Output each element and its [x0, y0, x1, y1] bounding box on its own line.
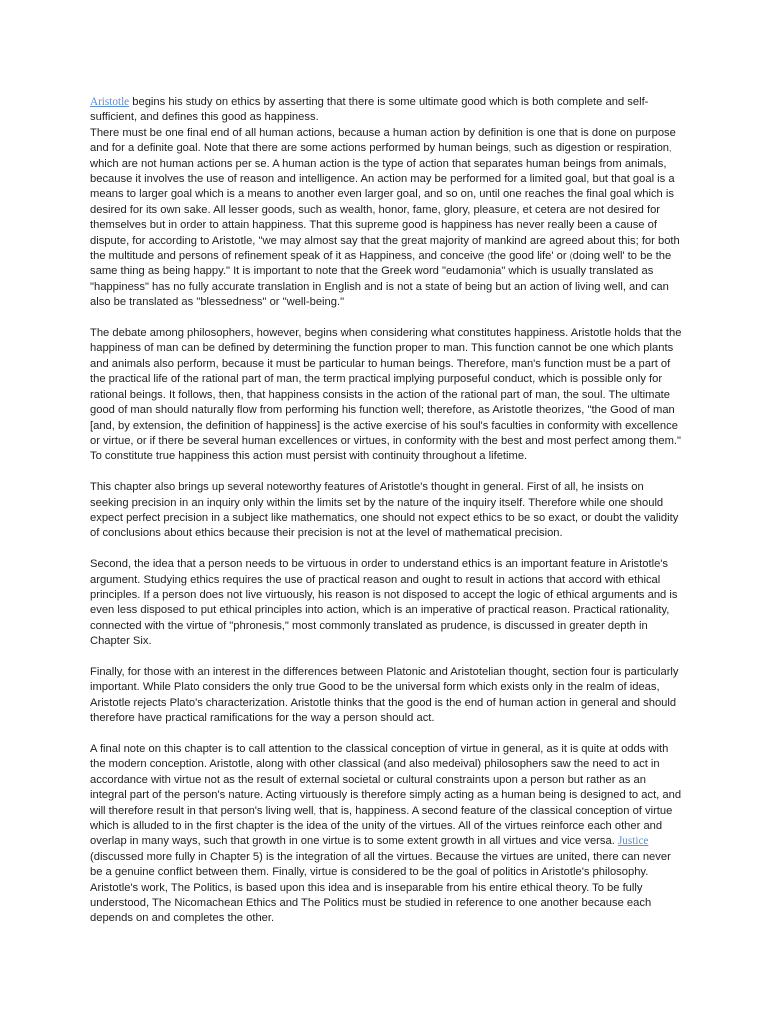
paragraph-plato-comparison: Finally, for those with an interest in the differences between Platonic and Aristotelian thought, section four is particularly important. While Plato considers the only true Good to be the universal form which exists only in the realm of ideas, Aristotle rejects Plato's characterization. Aristotle thinks that the good is the end of human action in general and should therefore have practical ramifications for the way a person should act.: [90, 665, 679, 725]
paragraph-precision: This chapter also brings up several noteworthy features of Aristotle's thought in general. First of all, he insists on seeking precision in an inquiry only within the limits set by the nature of the inquiry itself. Therefore while one should expect perfect precision in a subject like mathematics, one should not expect ethics to be so exact, or doubt the validity of conclusions about ethics because their precision is not at the level of mathematical precision.: [90, 481, 679, 540]
separator-mark: ,: [313, 805, 317, 816]
paragraph-intro: [90, 95, 684, 126]
final-note-text-2: that is, happiness. A second feature of the classical conception of virtue which is alluded to in the first chapter is the idea of the unity of the virtues. All of the virtues reinforce each other and overlap in many ways, such that growth in one virtue is to some extent growth in all virtues and vice versa.: [90, 804, 673, 848]
quote-glyph: (: [569, 251, 573, 262]
final-end-text-5: doing well' to be the same thing as being happy." It is important to note that the Greek word "eudamonia" which is usually translated as "happiness" has no fully accurate translation in English and is not a state of being but an action of living well, and can also be translated as "blessedness" or "well-being.": [90, 250, 672, 309]
final-end-text-3: which are not human actions per se. A human action is the type of action that separates human beings from animals, because it involves the use of reason and intelligence. An action may be performed for a limited goal, but that goal is a means to larger goal which is a means to another even larger goal, and so on, until one reaches the final goal which is desired for its own sake. All lesser goods, such as wealth, honor, fame, glory, pleasure, et cetera are not desired for themselves but in order to attain happiness. That this supreme good is happiness has never really been a cause of dispute, for according to Aristotle, "we may almost say that the great majority of mankind are agreed about this; for both the multitude and persons of refinement speak of it as Happiness, and conceive: [90, 157, 680, 263]
paragraph-debate: The debate among philosophers, however, begins when considering what constitutes happiness. Aristotle holds that the happiness of man can be defined by determining the function proper to man. This function cannot be one which plants and animals also perform, because it must be particular to human beings. Therefore, man's function must be a part of the practical life of the rational part of man, the term practical implying purposeful conduct, which is possible only for rational beings. It follows, then, that happiness consists in the action of the rational part of man, the soul. The ultimate good of man should naturally flow from performing his function well; therefore, as Aristotle theorizes, "the Good of man [and, by extension, the definition of happiness] is the active exercise of his soul's faculties in conformity with excellence or virtue, or if there be several human excellences or virtues, in conformity with the best and most perfect among them." To constitute true happiness this action must persist with continuity throughout a lifetime.: [90, 327, 682, 463]
justice-link[interactable]: Justice: [617, 835, 649, 848]
final-note-text-1: A final note on this chapter is to call attention to the classical conception of virtue in general, as it is quite at odds with the modern conception. Aristotle, along with other classical (and also medeival) philosophers saw the need to act in accordance with virtue not as the result of external societal or cultural constraints upon a person but rather as an integral part of the person's nature. Acting virtuously is therefore simply acting as a human being is designed to act, and will therefore result in that person's living well: [90, 742, 682, 817]
quote-glyph: (: [487, 251, 491, 262]
intro-text: begins his study on ethics by asserting that there is some ultimate good which is both complete and self-sufficient, and defines this good as happiness.: [90, 96, 649, 124]
paragraph-virtue-understanding: Second, the idea that a person needs to be virtuous in order to understand ethics is an important feature in Aristotle's argument. Studying ethics requires the use of practical reason and ought to result in actions that accord with ethical principles. If a person does not live virtuously, his reason is not disposed to accept the logic of ethical arguments and is even less disposed to put ethical principles into action, which is an imperative of practical reason. Practical rationality, connected with the virtue of "phronesis," most commonly translated as prudence, is discussed in greater depth in Chapter Six.: [90, 558, 678, 648]
separator-mark: ,: [508, 143, 512, 154]
final-end-text-4: the good life' or: [490, 250, 570, 263]
final-note-text-3: (discussed more fully in Chapter 5) is the integration of all the virtues. Because the virtues are united, there can never be a genuine conflict between them. Finally, virtue is considered to be the goal of politics in Aristotle's philosophy. Aristotle's work, The Politics, is based upon this idea and is inseparable from his entire ethical theory. To be fully understood, The Nicomachean Ethics and The Politics must be studied in reference to one another because each depends on and completes the other.: [90, 850, 671, 925]
document-body: [90, 95, 684, 942]
paragraph-final-note: [90, 742, 684, 927]
final-end-text-1: There must be one final end of all human actions, because a human action by definition is one that is done on purpose and for a definite goal. Note that there are some actions performed by human beings: [90, 126, 676, 155]
final-end-text-2: such as digestion or respiration: [511, 142, 670, 155]
separator-mark: ,: [669, 143, 672, 154]
aristotle-link[interactable]: Aristotle: [90, 96, 130, 108]
paragraph-final-end: [90, 126, 684, 311]
